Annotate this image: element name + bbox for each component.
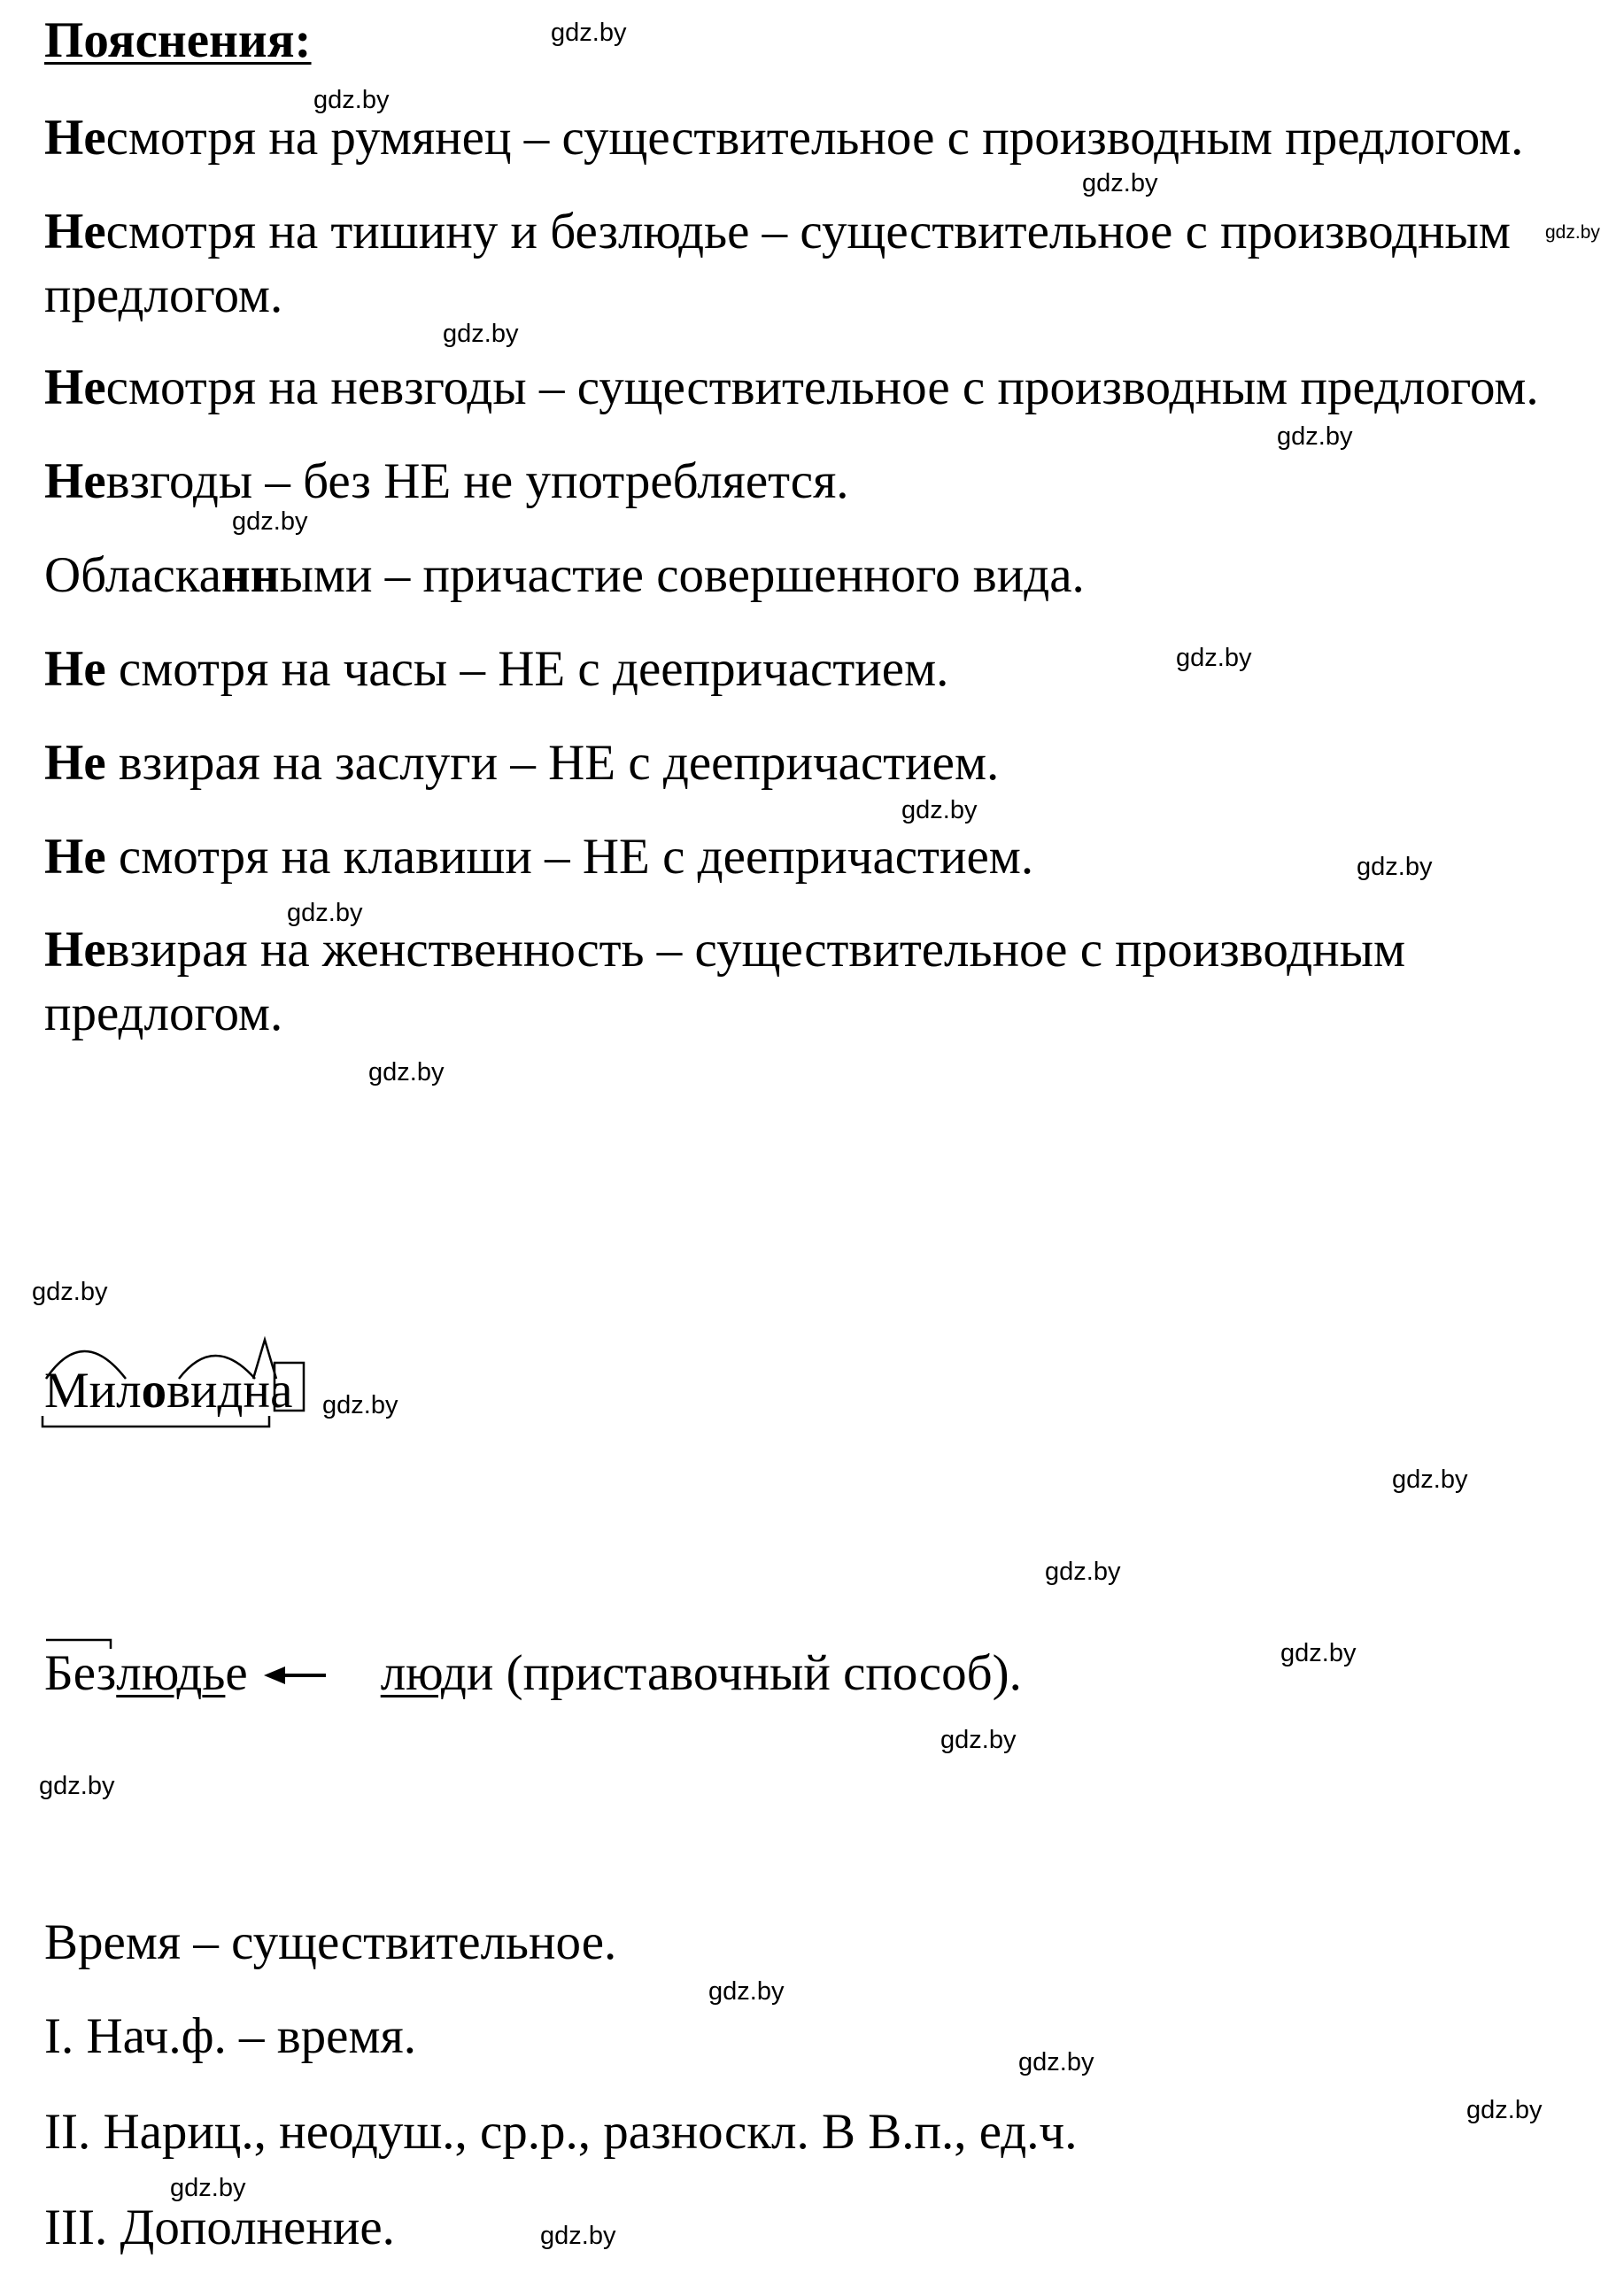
bold-prefix: Не <box>44 641 106 697</box>
explanation-line <box>44 448 849 515</box>
explanation-line <box>44 104 1523 172</box>
ending: е <box>225 1645 248 1701</box>
morpheme-marks <box>37 1324 409 1439</box>
watermark: gdz.by <box>1280 1639 1357 1667</box>
prefix-mark-icon <box>46 1640 111 1649</box>
root: люд <box>116 1645 203 1701</box>
root-2-suffix: видн <box>166 1363 271 1419</box>
watermark: gdz.by <box>1392 1465 1468 1494</box>
line-text: смотря на румянец – существительное с производным предлогом. <box>105 110 1524 166</box>
explanation-line <box>44 824 1033 891</box>
bold-prefix: Не <box>44 360 106 415</box>
watermark: gdz.by <box>1082 169 1158 197</box>
watermark: gdz.by <box>901 796 978 824</box>
morpheme-analysis <box>37 1324 409 1439</box>
bold-prefix: Не <box>44 735 106 791</box>
watermark: gdz.by <box>1018 2048 1094 2076</box>
watermark: gdz.by <box>1357 853 1433 881</box>
line-text: смотря на часы – НЕ с деепричастием. <box>105 641 949 697</box>
watermark: gdz.by <box>940 1726 1017 1754</box>
analysis-line: I. Нач.ф. – время. <box>44 2008 417 2064</box>
bold-prefix: Не <box>44 204 106 259</box>
line-text: Обласка <box>44 547 221 603</box>
watermark: gdz.by <box>32 1278 108 1306</box>
explanation-line <box>44 198 1511 266</box>
line-text: смотря на невзгоды – существительное с производным предлогом. <box>105 360 1539 415</box>
page-title: Пояснения: <box>44 12 312 68</box>
explanation-line <box>44 262 282 329</box>
line-text: взирая на женственность – существительное с производным <box>105 922 1406 978</box>
line-text: смотря на клавиши – НЕ с деепричастием. <box>105 829 1034 885</box>
source-ending: и <box>466 1645 494 1701</box>
watermark: gdz.by <box>708 1977 785 2006</box>
explanation-line <box>44 916 1405 984</box>
derivation-method: (приставочный способ). <box>493 1645 1022 1701</box>
watermark: gdz.by <box>540 2222 616 2250</box>
connecting-vowel: о <box>141 1363 167 1419</box>
prefix: Без <box>44 1645 117 1701</box>
line-text: смотря на тишину и безлюдье – существительное с производным <box>105 204 1511 259</box>
watermark: gdz.by <box>39 1772 115 1800</box>
bold-prefix: Не <box>44 922 106 978</box>
ending: а <box>270 1363 293 1419</box>
line-text: предлогом. <box>44 986 283 1041</box>
explanation-line <box>44 542 1085 609</box>
bold-prefix: Не <box>44 829 106 885</box>
watermark: gdz.by <box>170 2174 246 2202</box>
watermark: gdz.by <box>1277 422 1353 451</box>
watermark: gdz.by <box>443 320 519 348</box>
analysis-line: III. Дополнение. <box>44 2200 395 2255</box>
watermark: gdz.by <box>1176 644 1252 672</box>
analysis-line: Время – существительное. <box>44 1914 617 1970</box>
explanation-line <box>44 354 1539 421</box>
watermark: gdz.by <box>1466 2096 1543 2124</box>
root-1: Мил <box>44 1363 142 1419</box>
explanation-line <box>44 980 282 1048</box>
watermark: gdz.by <box>313 86 390 114</box>
analysis-line: II. Нариц., неодуш., ср.р., разноскл. В В.п., ед.ч. <box>44 2104 1078 2160</box>
arrow-head-icon <box>264 1666 285 1684</box>
explanation-line <box>44 636 948 703</box>
watermark: gdz.by <box>368 1058 445 1087</box>
watermark: gdz.by <box>551 19 627 47</box>
derivation-analysis <box>44 1629 1195 1709</box>
line-text: взирая на заслуги – НЕ с деепричастием. <box>105 735 1000 791</box>
watermark: gdz.by <box>287 899 363 927</box>
root-arc-icon <box>46 1351 126 1379</box>
ending-box-icon <box>275 1363 304 1411</box>
source-root: люд <box>380 1645 467 1701</box>
explanation-line <box>44 730 999 797</box>
watermark: gdz.by <box>322 1391 398 1419</box>
line-text: предлогом. <box>44 267 283 323</box>
derivation-marks <box>44 1629 398 1709</box>
bold-prefix: Не <box>44 110 106 166</box>
watermark: gdz.by <box>232 507 308 536</box>
root-arc-icon <box>179 1356 255 1379</box>
stem-bracket-icon <box>43 1416 269 1427</box>
bold-letters: нн <box>220 547 280 603</box>
suffix-caret-icon <box>253 1340 276 1379</box>
bold-prefix: Не <box>44 453 106 509</box>
line-text: ыми – причастие совершенного вида. <box>279 547 1085 603</box>
watermark: gdz.by <box>1545 222 1600 243</box>
suffix: ь <box>202 1645 226 1701</box>
watermark: gdz.by <box>1045 1558 1121 1586</box>
line-text: взгоды – без НЕ не употребляется. <box>105 453 849 509</box>
